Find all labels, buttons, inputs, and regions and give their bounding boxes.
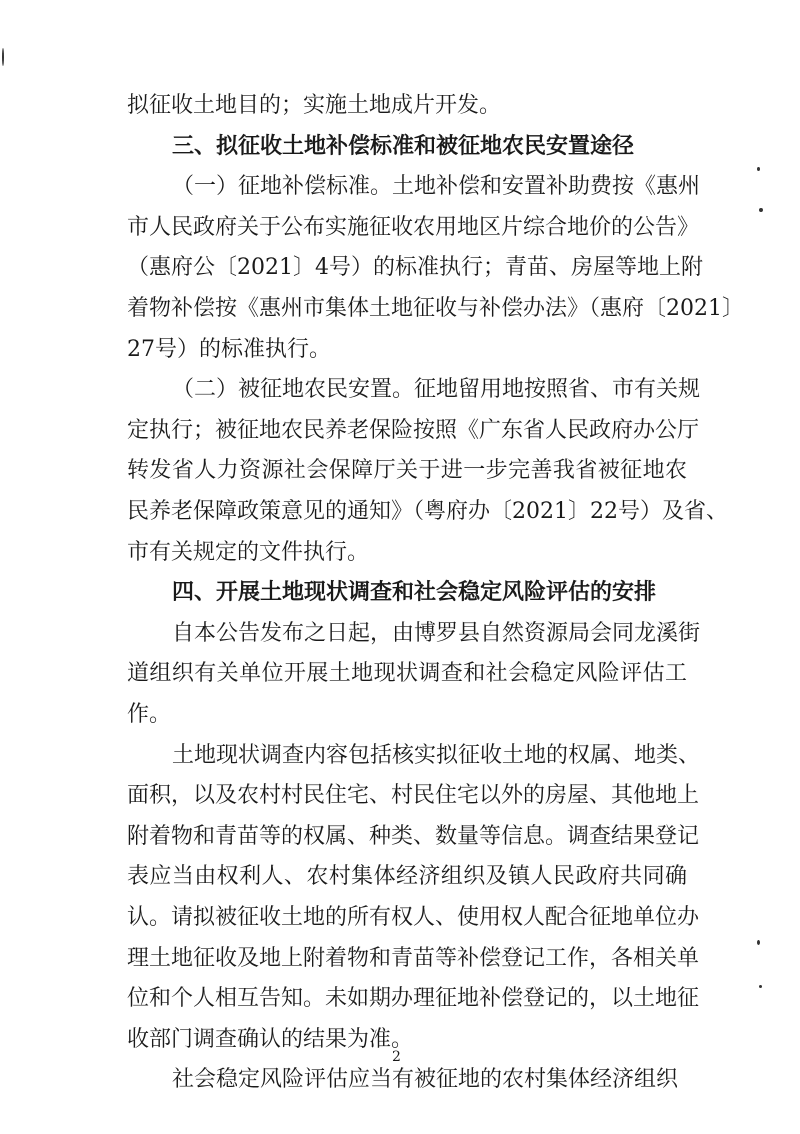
section-heading: 四、开展土地现状调查和社会稳定风险评估的安排 — [172, 580, 657, 605]
body-line: 定执行；被征地农民养老保险按照《广东省人民政府办公厅 — [127, 418, 700, 443]
body-line: 市人民政府关于公布实施征收农用地区片综合地价的公告》 — [127, 215, 700, 240]
body-line: 理土地征收及地上附着物和青苗等补偿登记工作，各相关单 — [127, 946, 700, 971]
body-line: 自本公告发布之日起，由博罗县自然资源局会同龙溪街 — [172, 621, 701, 646]
body-line: 民养老保障政策意见的通知》（粤府办〔2021〕22号）及省、 — [127, 499, 728, 524]
body-line: 面积，以及农村村民住宅、村民住宅以外的房屋、其他地上 — [127, 783, 700, 808]
body-line: 位和个人相互告知。未如期办理征地补偿登记的，以土地征 — [127, 986, 700, 1011]
body-line: 27号）的标准执行。 — [127, 337, 331, 362]
scan-speck — [759, 985, 762, 988]
body-line: 认。请拟被征收土地的所有权人、使用权人配合征地单位办 — [127, 905, 700, 930]
body-line: 转发省人力资源社会保障厅关于进一步完善我省被征地农 — [127, 458, 687, 483]
body-line: 市有关规定的文件执行。 — [127, 540, 370, 565]
body-line: 拟征收土地目的；实施土地成片开发。 — [127, 93, 502, 118]
body-line: （一）征地补偿标准。土地补偿和安置补助费按《惠州 — [172, 174, 701, 199]
section-heading: 三、拟征收土地补偿标准和被征地农民安置途径 — [172, 134, 635, 159]
body-line: 作。 — [127, 702, 172, 727]
scan-speck — [757, 940, 760, 945]
body-line: 土地现状调查内容包括核实拟征收土地的权属、地类、 — [172, 743, 701, 768]
scan-speck — [2, 48, 4, 66]
scan-speck — [759, 208, 763, 212]
body-line: 道组织有关单位开展土地现状调查和社会稳定风险评估工 — [127, 661, 687, 686]
scan-speck — [757, 167, 760, 171]
body-line: 收部门调查确认的结果为准。 — [127, 1027, 414, 1052]
body-line: （二）被征地农民安置。征地留用地按照省、市有关规 — [172, 377, 701, 402]
body-line: 表应当由权利人、农村集体经济组织及镇人民政府共同确 — [127, 864, 687, 889]
body-line: 着物补偿按《惠州市集体土地征收与补偿办法》（惠府〔2021〕 — [127, 296, 744, 321]
page-number: 2 — [392, 1049, 401, 1065]
body-line: （惠府公〔2021〕4号）的标准执行；青苗、房屋等地上附 — [127, 255, 703, 280]
body-line: 社会稳定风险评估应当有被征地的农村集体经济组织 — [172, 1067, 679, 1092]
body-line: 附着物和青苗等的权属、种类、数量等信息。调查结果登记 — [127, 824, 700, 849]
